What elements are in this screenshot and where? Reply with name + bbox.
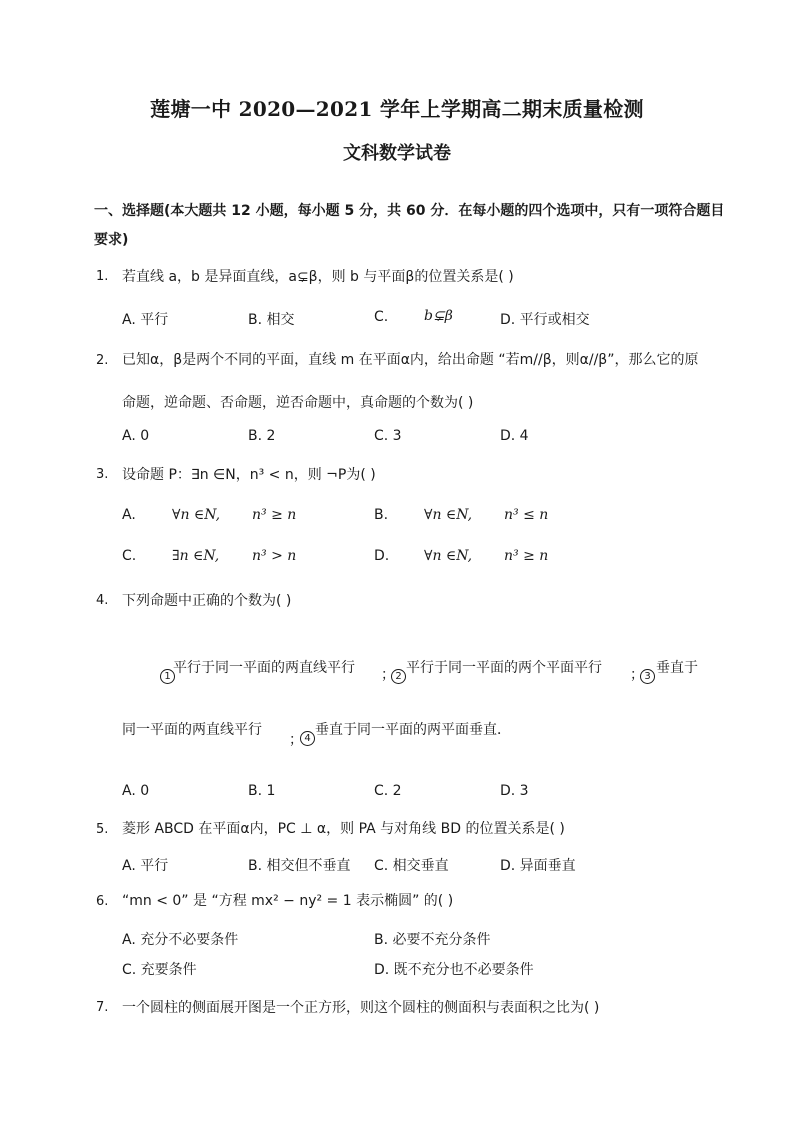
q6-option-a: A. 充分不必要条件 [122,932,239,948]
q3-option-c: C. [122,548,137,564]
q1-number: 1. [96,269,109,284]
q6-number: 6. [96,894,109,909]
q4-item3-start: 垂直于 [656,660,698,676]
q6-option-b: B. 必要不充分条件 [374,932,491,948]
q3-option-b-part2: n³ ≤ n [504,507,549,523]
q1-option-d: D. 平行或相交 [500,312,590,328]
section-heading-line2: 要求) [94,232,129,248]
section-heading-line1: 一、选择题(本大题共 12 小题，每小题 5 分，共 60 分．在每小题的四个选项中，只有一项符合题目 [94,203,725,219]
q3-option-a-part2: n³ ≥ n [252,507,297,523]
q3-number: 3. [96,467,109,482]
q3-option-d-part2: n³ ≥ n [504,548,549,564]
q4-option-d: D. 3 [500,783,529,799]
q2-stem-line2: 命题，逆命题、否命题，逆否命题中，真命题的个数为( ) [122,395,474,411]
q4-sep2: ； [630,667,644,683]
q4-item1-circle: 1 [160,664,176,684]
exam-subtitle: 文科数学试卷 [343,143,451,164]
q3-option-d-part1: ∀n ∈N, [424,548,473,564]
q2-number: 2. [96,353,109,368]
q4-number: 4. [96,593,109,608]
q4-item1: 平行于同一平面的两直线平行 [173,660,355,676]
q4-item3-circle: 3 [640,664,656,684]
q4-item4: 垂直于同一平面的两平面垂直． [315,722,511,738]
q5-option-a: A. 平行 [122,858,169,874]
q4-option-c: C. 2 [374,783,402,799]
exam-title: 莲塘一中 2020—2021 学年上学期高二期末质量检测 [150,97,644,121]
q3-option-c-part2: n³ > n [252,548,297,564]
q4-option-a: A. 0 [122,783,150,799]
q5-option-c: C. 相交垂直 [374,858,449,874]
q1-stem: 若直线 a，b 是异面直线，a⊊β，则 b 与平面β的位置关系是( ) [122,269,514,285]
q4-sep1: ； [381,667,395,683]
q2-option-c: C. 3 [374,428,402,444]
q4-item3-end: 同一平面的两直线平行 [122,722,262,738]
q7-stem: 一个圆柱的侧面展开图是一个正方形，则这个圆柱的侧面积与表面积之比为( ) [122,1000,600,1016]
q5-option-d: D. 异面垂直 [500,858,576,874]
q5-stem: 菱形 ABCD 在平面α内，PC ⊥ α，则 PA 与对角线 BD 的位置关系是( ) [122,821,565,837]
q1-option-b: B. 相交 [248,312,295,328]
q3-option-d: D. [374,548,390,564]
q6-stem: “mn < 0” 是 “方程 mx² − ny² = 1 表示椭圆” 的( ) [122,893,454,909]
q4-item2: 平行于同一平面的两个平面平行 [406,660,602,676]
q6-option-c: C. 充要条件 [122,962,197,978]
q2-option-a: A. 0 [122,428,150,444]
q4-stem: 下列命题中正确的个数为( ) [122,593,292,609]
q4-item4-circle: 4 [300,726,316,746]
q3-option-c-part1: ∃n ∈N, [172,548,220,564]
q6-option-d: D. 既不充分也不必要条件 [374,962,534,978]
q1-option-c: C. [374,309,389,325]
q3-option-b: B. [374,507,389,523]
q4-sep3: ； [289,732,303,748]
q4-option-b: B. 1 [248,783,276,799]
q3-stem: 设命题 P：∃n ∈N，n³ < n，则 ¬P为( ) [122,467,376,483]
q3-option-a-part1: ∀n ∈N, [172,507,221,523]
q5-number: 5. [96,822,109,837]
q2-option-b: B. 2 [248,428,276,444]
q1-option-c-math: b⊊β [424,308,453,324]
q3-option-a: A. [122,507,136,523]
q7-number: 7. [96,1000,109,1015]
q1-option-a: A. 平行 [122,312,169,328]
q2-option-d: D. 4 [500,428,529,444]
q4-item2-circle: 2 [391,664,407,684]
q5-option-b: B. 相交但不垂直 [248,858,351,874]
q3-option-b-part1: ∀n ∈N, [424,507,473,523]
q2-stem-line1: 已知α，β是两个不同的平面，直线 m 在平面α内，给出命题 “若m//β，则α//β”，那么它的原 [122,352,699,368]
